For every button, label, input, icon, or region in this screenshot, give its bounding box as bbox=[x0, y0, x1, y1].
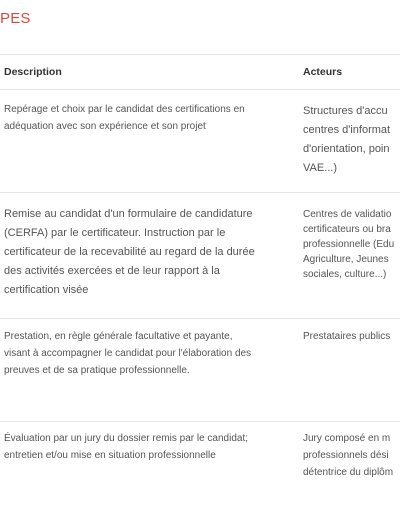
row-3-acteurs: Prestataires publics bbox=[303, 331, 391, 342]
column-header-description: Description bbox=[4, 66, 62, 78]
row-3-description: Prestation, en règle générale facultative et payante, visant à accompagner le candidat pour l'élaboration des preuves et de sa pratique professionnelle. bbox=[4, 331, 252, 376]
row-4-description: Évaluation par un jury du dossier remis par le candidat; entretien et/ou mise en situation professionnelle bbox=[4, 433, 249, 461]
row-2-acteurs: Centres de validatio certificateurs ou bra professionnelle (Edu Agriculture, Jeunes sociales, culture...) bbox=[303, 209, 395, 280]
row-divider-2 bbox=[0, 318, 400, 319]
table-top-border bbox=[0, 54, 400, 55]
row-divider-3 bbox=[0, 421, 400, 422]
row-divider-1 bbox=[0, 192, 400, 193]
row-1-description: Repérage et choix par le candidat des certifications en adéquation avec son expérience et son projet bbox=[4, 104, 245, 132]
row-2-description: Remise au candidat d'un formulaire de candidature (CERFA) par le certificateur. Instruction par le certificateur de la recevabilité au regard de la durée des activités exercées et de leur rapport à la certification visée bbox=[4, 208, 255, 296]
row-4-acteurs: Jury composé en m professionnels dési détentrice du diplôm bbox=[303, 433, 394, 478]
header-divider bbox=[0, 89, 400, 90]
row-1-acteurs: Structures d'accu centres d'informat d'orientation, poin VAE...) bbox=[303, 105, 391, 174]
section-heading: PES bbox=[0, 10, 31, 27]
column-header-acteurs: Acteurs bbox=[303, 66, 343, 78]
